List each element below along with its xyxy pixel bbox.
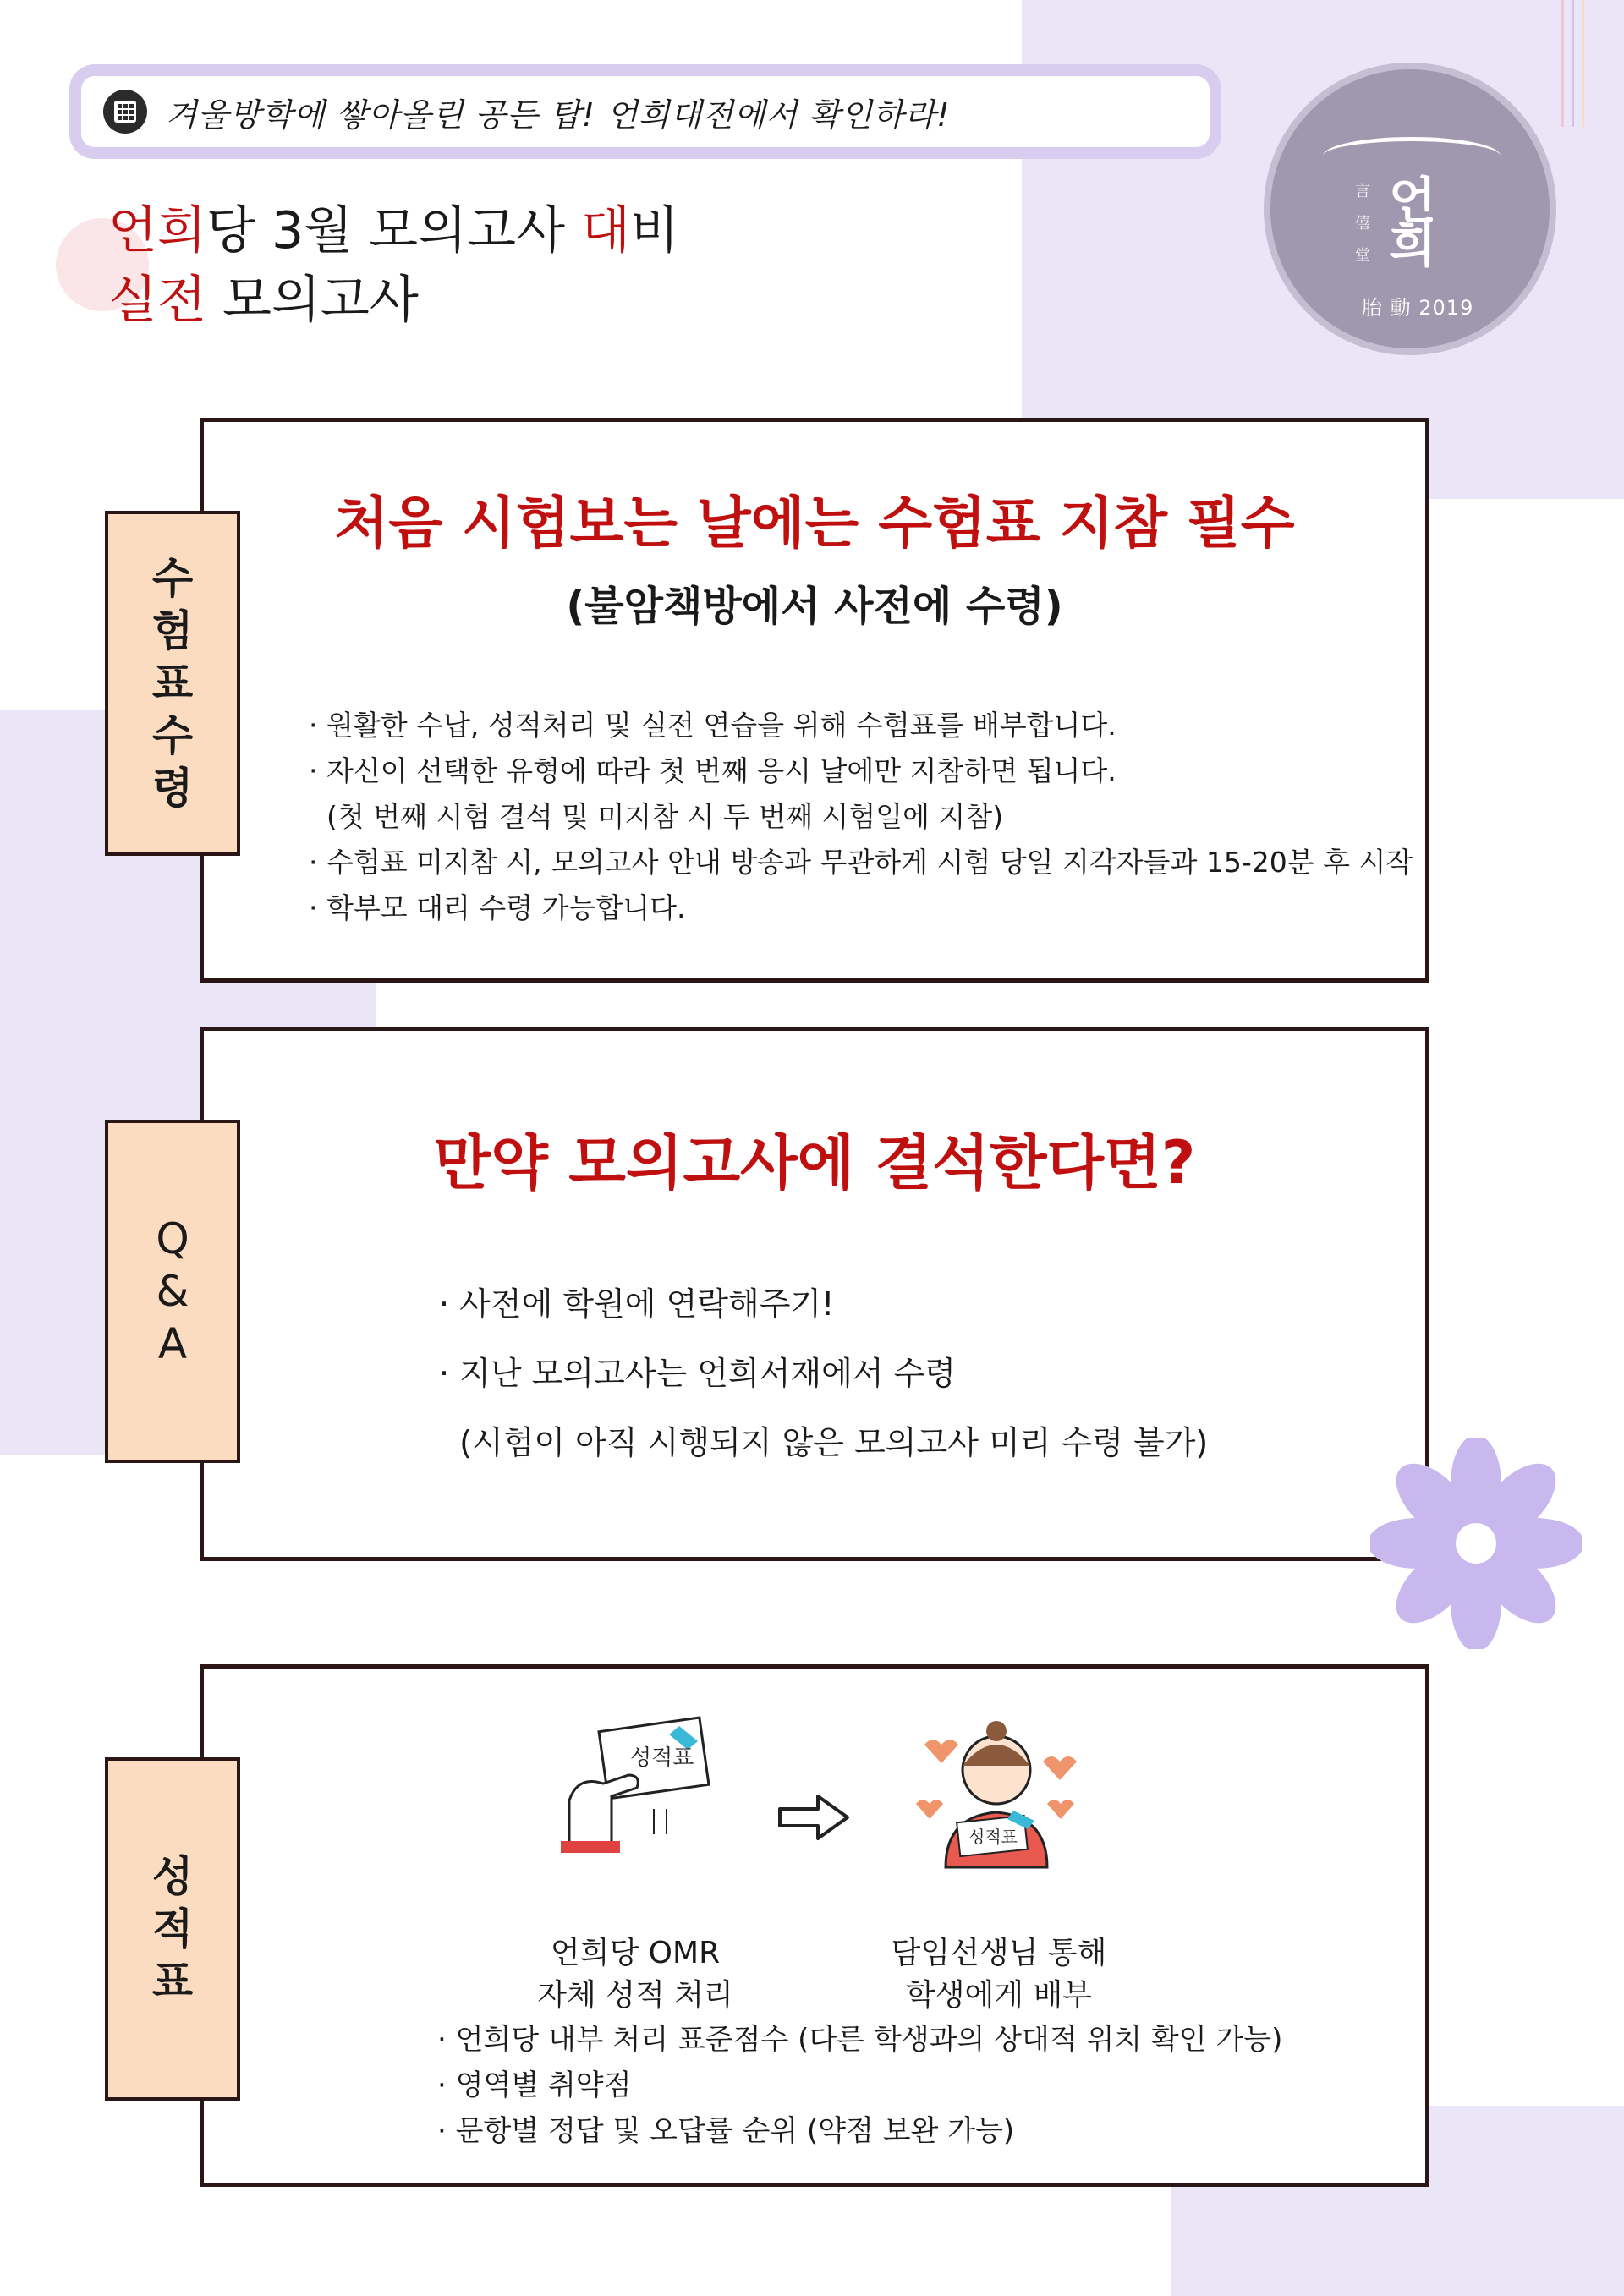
deco-line [1572, 0, 1574, 127]
seal-name: 희 [1389, 216, 1439, 273]
top-banner [69, 64, 1221, 159]
qa-tab [105, 1120, 240, 1463]
qa-bullets [439, 1269, 1208, 1477]
title-part: 언희 [108, 201, 206, 260]
flower-decoration [1370, 1438, 1582, 1649]
card-label-text-2: 성적표 [968, 1828, 1018, 1847]
list-item: · 사전에 학원에 연락해주기! [439, 1285, 835, 1323]
report-hand-illustration [552, 1716, 721, 1860]
list-item: · 자신이 선택한 유형에 따라 첫 번째 응시 날에만 지참하면 됩니다. [309, 754, 1116, 787]
ticket-card [200, 418, 1429, 983]
academy-logo-icon [103, 90, 147, 134]
title-line-2 [108, 266, 679, 335]
list-item: · 언희당 내부 처리 표준점수 (다른 학생과의 상대적 위치 확인 가능) [437, 2023, 1283, 2057]
banner-text: 겨울방학에 쌓아올린 공든 탑! 언희대전에서 확인하라! [166, 96, 951, 134]
ticket-tab [105, 511, 240, 856]
seal-name: 언 [1389, 172, 1439, 229]
title-part: 대 [581, 201, 631, 260]
student-illustration [899, 1711, 1094, 1871]
step1-caption [508, 1932, 762, 2017]
brand-seal-logo [1264, 63, 1556, 355]
list-item: · 지난 모의고사는 언희서재에서 수령 [439, 1355, 957, 1392]
list-item: · 문항별 정답 및 오답률 순위 (약점 보완 가능) [437, 2114, 1015, 2148]
report-card [200, 1664, 1429, 2187]
ticket-heading: 처음 시험보는 날에는 수험표 지참 필수 [334, 490, 1295, 556]
report-bullets [437, 2017, 1282, 2154]
qa-card [200, 1027, 1429, 1561]
list-item: · 원활한 수납, 성적처리 및 실전 연습을 위해 수험표를 배부합니다. [309, 709, 1116, 742]
title-part: 당 3월 모의고사 [206, 201, 582, 260]
ticket-bullets [309, 703, 1413, 931]
list-item: · 학부모 대리 수령 가능합니다. [309, 891, 686, 924]
seal-est: 胎 動 2019 [1362, 296, 1474, 320]
report-tab [105, 1757, 240, 2101]
seal-hanja: 僖 [1355, 215, 1370, 233]
step1-line2: 자체 성적 처리 [537, 1978, 733, 2013]
step2-line2: 학생에게 배부 [905, 1978, 1093, 2013]
title-part: 실전 [108, 271, 206, 330]
page-title [108, 196, 679, 335]
ticket-subheading: (불암책방에서 사전에 수령) [566, 583, 1063, 630]
title-part: 비 [630, 201, 680, 260]
seal-hanja: 言 [1355, 183, 1370, 200]
list-item: (시험이 아직 시행되지 않은 모의고사 미리 수령 불가) [439, 1424, 1209, 1461]
qa-heading: 만약 모의고사에 결석한다면? [433, 1128, 1196, 1197]
step2-caption [872, 1932, 1126, 2017]
report-flow [204, 1711, 1425, 2013]
deco-line [1582, 0, 1584, 127]
card-label-text: 성적표 [630, 1745, 694, 1770]
qa-tab-label: Q&A [156, 1214, 189, 1368]
title-part: 모의고사 [206, 271, 419, 330]
report-tab-label: 성적표 [151, 1852, 194, 2006]
seal-hanja: 堂 [1355, 247, 1370, 265]
step2-line1: 담임선생님 통해 [891, 1936, 1107, 1970]
arrow-right-icon [776, 1792, 852, 1843]
list-item: · 영역별 취약점 [437, 2069, 632, 2102]
list-item: · 수험표 미지참 시, 모의고사 안내 방송과 무관하게 시험 당일 지각자들과 15-20분 후 시작 [309, 846, 1413, 879]
step1-line1: 언희당 OMR [550, 1936, 721, 1970]
title-line-1 [108, 196, 679, 266]
deco-line [1561, 0, 1564, 127]
list-item: (첫 번째 시험 결석 및 미지참 시 두 번째 시험일에 지참) [309, 800, 1004, 833]
ticket-tab-label: 수험표 수령 [151, 554, 194, 813]
